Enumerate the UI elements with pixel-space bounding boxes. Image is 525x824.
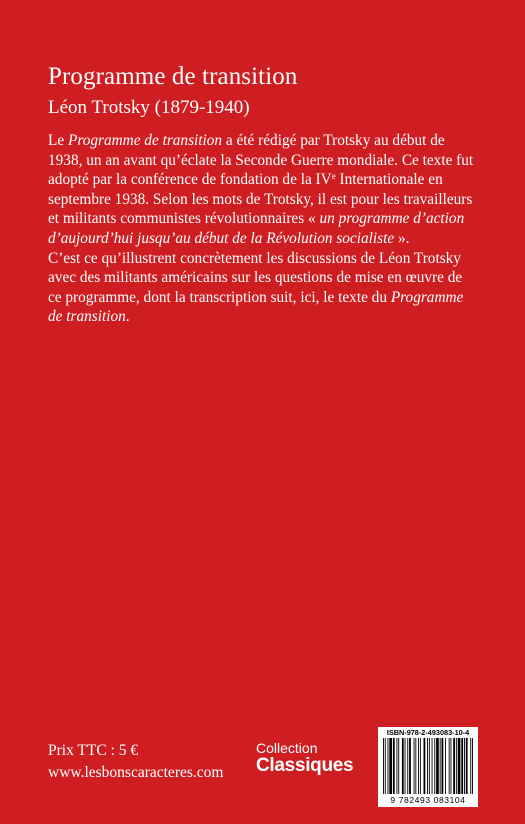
- collection-logo: [256, 740, 361, 776]
- barcode-bar: [389, 738, 392, 794]
- barcode-bar: [420, 738, 421, 794]
- collection-name: Classiques: [256, 755, 354, 776]
- isbn-label: ISBN-978-2-493083-10-4: [386, 728, 470, 737]
- barcode-bar: [424, 738, 426, 794]
- barcode-bar: [456, 738, 457, 794]
- barcode-bar: [434, 738, 435, 794]
- barcode-bar: [427, 738, 428, 794]
- paragraph-1: [48, 131, 478, 249]
- publisher-website: www.lesbonscaracteres.com: [48, 764, 224, 781]
- barcode-icon: [381, 738, 475, 796]
- barcode-bar: [458, 738, 461, 794]
- barcode-bar: [405, 738, 406, 794]
- barcode-bar: [466, 738, 468, 794]
- price: Prix TTC : 5 €: [48, 742, 139, 759]
- book-title: Programme de transition: [48, 63, 298, 90]
- barcode-bar: [397, 738, 398, 794]
- barcode-bar: [470, 738, 471, 794]
- barcode-bar: [385, 738, 386, 794]
- barcode-bar: [415, 738, 416, 794]
- barcode-bar: [436, 738, 439, 794]
- text-run: Le: [48, 132, 68, 149]
- barcode-bar: [432, 738, 433, 794]
- back-cover-text: [48, 131, 478, 327]
- barcode-bar: [407, 738, 408, 794]
- barcode-bar: [409, 738, 411, 794]
- barcode-bar: [445, 738, 446, 794]
- barcode-bar: [418, 738, 419, 794]
- barcode-bar: [461, 738, 463, 794]
- barcode-bar: [449, 738, 450, 794]
- barcode-panel: [378, 727, 478, 807]
- italic-title: Programme de transition: [48, 288, 464, 326]
- collection-label: Collection: [256, 740, 318, 756]
- barcode-digits: 9 782493 083104: [390, 795, 466, 805]
- text-run: Internationale en septembre 1938. Selon les mots de Trotsky, il est pour les travailleurs et militants communistes révolutionnaires «: [48, 171, 473, 228]
- italic-title: Programme de transition: [67, 132, 223, 149]
- text-run: ».: [394, 229, 410, 247]
- barcode-bar: [440, 738, 441, 794]
- barcode-bar: [393, 738, 395, 794]
- barcode-bar: [398, 738, 399, 794]
- barcode-bar: [464, 738, 465, 794]
- barcode-bar: [442, 738, 444, 794]
- text-run: C’est ce qu’illustrent concrètement les discussions de Léon Trotsky avec des militants américains sur les questions de mise en œuvre de ce programme, dont la transcription suit, ici, le texte du: [48, 249, 463, 306]
- barcode-bar: [429, 738, 430, 794]
- barcode-bar: [451, 738, 452, 794]
- barcode-bar: [402, 738, 404, 794]
- barcode-bar: [388, 738, 389, 794]
- barcode-bar: [453, 738, 455, 794]
- text-run: a été rédigé par Trotsky au début de 1938, un an avant qu’éclate la Seconde Guerre mondiale. Ce texte fut adopté par la conférence de fondation de la IV: [48, 132, 474, 189]
- barcode-bar: [472, 738, 473, 794]
- author-line: Léon Trotsky (1879-1940): [48, 97, 250, 118]
- superscript: e: [331, 171, 336, 182]
- italic-quote: un programme d’action d’aujourd’hui jusqu’au début de la Révolution socialiste: [48, 210, 465, 247]
- text-run: .: [125, 308, 130, 326]
- barcode-bar: [414, 738, 415, 794]
- paragraph-2: [48, 249, 478, 327]
- barcode-bar: [383, 738, 384, 794]
